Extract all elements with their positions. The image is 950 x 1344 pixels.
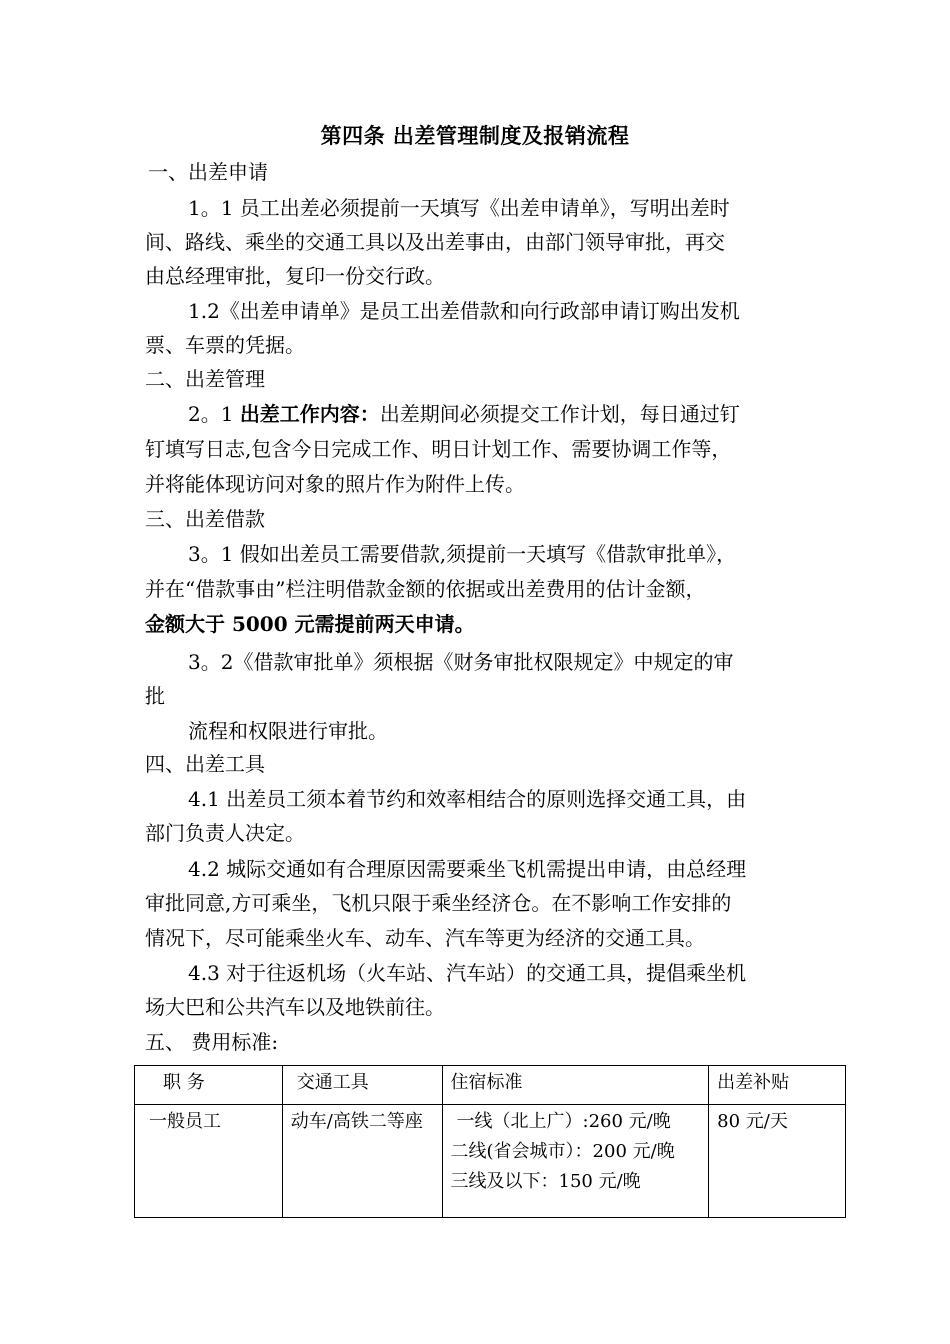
paragraph-line: 场大巴和公共汽车以及地铁前往。 bbox=[145, 995, 445, 1019]
lodging-cell bbox=[442, 1105, 709, 1218]
table-header-row bbox=[135, 1066, 846, 1105]
paragraph-line: 并在“借款事由”栏注明借款金额的依据或出差费用的估计金额， bbox=[145, 577, 706, 601]
header-cell: 出差补贴 bbox=[709, 1066, 846, 1105]
allowance-cell: 80 元/天 bbox=[709, 1105, 846, 1218]
section-heading-5: 五、 费用标准: bbox=[145, 1030, 279, 1054]
paragraph-line: 批 bbox=[145, 684, 165, 708]
section-heading-2: 二、出差管理 bbox=[145, 367, 265, 391]
lodging-tier-3: 三线及以下：150 元/晚 bbox=[450, 1171, 641, 1192]
paragraph-line: 流程和权限进行审批。 bbox=[188, 719, 388, 743]
paragraph-line: 间、路线、乘坐的交通工具以及出差事由，由部门领导审批，再交 bbox=[145, 230, 725, 254]
paragraph-line: 情况下，尽可能乘坐火车、动车、汽车等更为经济的交通工具。 bbox=[145, 926, 705, 950]
paragraph-line: 4.2 城际交通如有合理原因需要乘坐飞机需提出申请，由总经理 bbox=[188, 857, 747, 881]
section-heading-3: 三、出差借款 bbox=[145, 507, 265, 531]
item-number: 2。1 bbox=[188, 402, 240, 426]
paragraph-line: 3。2《借款审批单》须根据《财务审批权限规定》中规定的审 bbox=[188, 650, 734, 674]
section-heading-4: 四、出差工具 bbox=[145, 752, 265, 776]
paragraph-line: 1.2《出差申请单》是员工出差借款和向行政部申请订购出发机 bbox=[188, 299, 740, 323]
page-title: 第四条 出差管理制度及报销流程 bbox=[320, 123, 630, 148]
transport-cell: 动车/高铁二等座 bbox=[282, 1105, 442, 1218]
paragraph-line: 票、车票的凭据。 bbox=[145, 333, 305, 357]
paragraph-line bbox=[188, 397, 853, 431]
paragraph-line: 4.3 对于往返机场（火车站、汽车站）的交通工具，提倡乘坐机 bbox=[188, 961, 747, 985]
paragraph-line: 由总经理审批，复印一份交行政。 bbox=[145, 264, 445, 288]
paragraph-line: 部门负责人决定。 bbox=[145, 821, 305, 845]
bold-paragraph-line: 金额大于 5000 元需提前两天申请。 bbox=[145, 612, 475, 636]
header-cell: 职 务 bbox=[135, 1066, 283, 1105]
item-text: 出差期间必须提交工作计划，每日通过钉 bbox=[379, 402, 740, 426]
table-row bbox=[135, 1105, 846, 1218]
header-cell: 交通工具 bbox=[282, 1066, 442, 1105]
bold-label: 出差工作内容： bbox=[239, 402, 380, 426]
paragraph-line: 钉填写日志,包含今日完成工作、明日计划工作、需要协调工作等， bbox=[145, 437, 732, 461]
header-cell: 住宿标准 bbox=[442, 1066, 709, 1105]
fee-standard-table bbox=[134, 1065, 846, 1218]
paragraph-line: 1。1 员工出差必须提前一天填写《出差申请单》，写明出差时 bbox=[188, 196, 730, 220]
lodging-tier-1: 一线（北上广）:260 元/晚 bbox=[456, 1111, 671, 1132]
section-heading-1: 一、出差申请 bbox=[148, 160, 268, 184]
paragraph-line: 4.1 出差员工须本着节约和效率相结合的原则选择交通工具，由 bbox=[188, 787, 747, 811]
position-cell: 一般员工 bbox=[135, 1105, 283, 1218]
paragraph-line: 3。1 假如出差员工需要借款,须提前一天填写《借款审批单》， bbox=[188, 542, 737, 566]
paragraph-line: 并将能体现访问对象的照片作为附件上传。 bbox=[145, 472, 525, 496]
paragraph-line: 审批同意,方可乘坐，飞机只限于乘坐经济仓。在不影响工作安排的 bbox=[145, 891, 732, 915]
lodging-tier-2: 二线(省会城市）：200 元/晚 bbox=[450, 1141, 675, 1162]
